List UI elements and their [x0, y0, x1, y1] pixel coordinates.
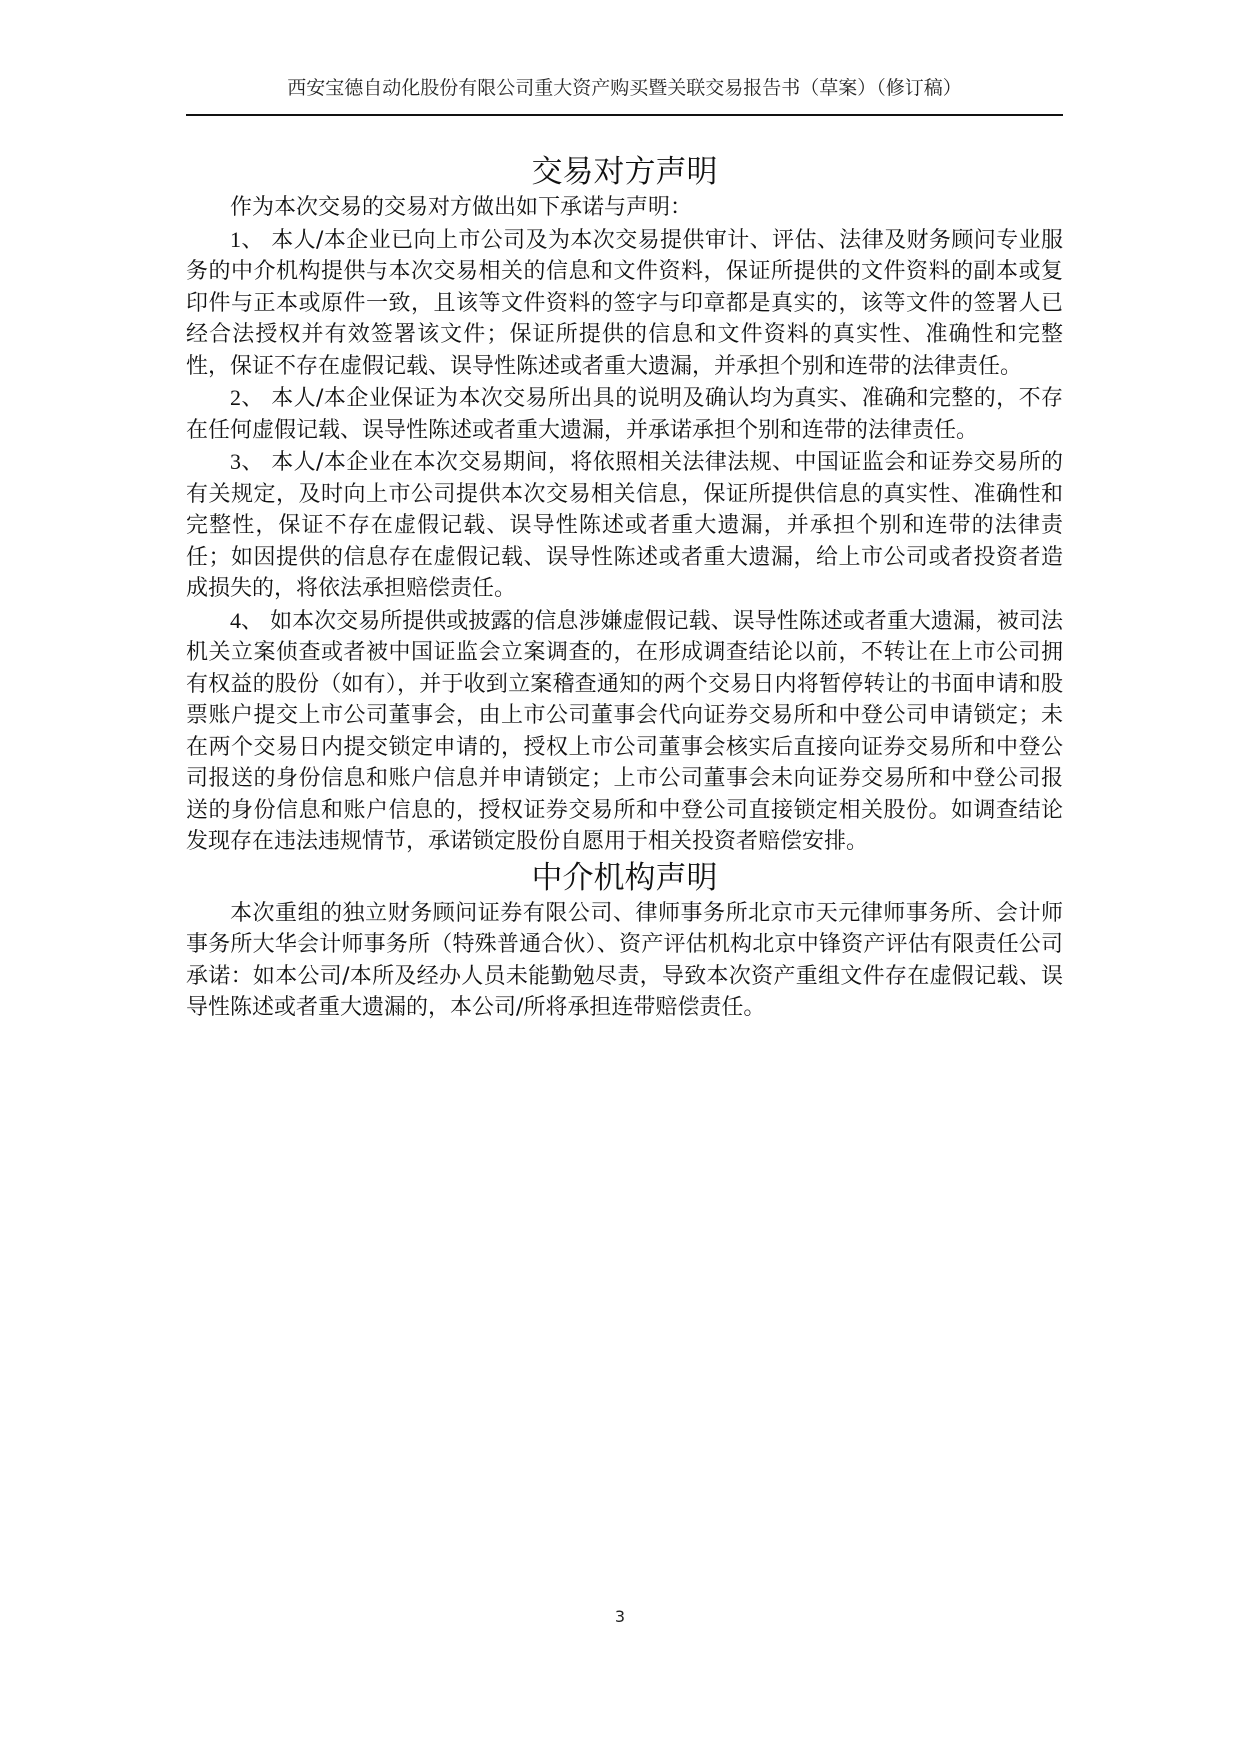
document-header-title: 西安宝德自动化股份有限公司重大资产购买暨关联交易报告书（草案）（修订稿）: [287, 77, 962, 99]
page-number: 3: [614, 1607, 626, 1626]
commitment-item-3: [186, 446, 1063, 605]
section-title-counterparty-declaration: 交易对方声明: [531, 154, 718, 190]
commitment-item-2: [186, 382, 1063, 446]
commitment-text-3: 本人/本企业在本次交易期间，将依照相关法律法规、中国证监会和证券交易所的有关规定，及时向上市公司提供本次交易相关信息，保证所提供信息的真实性、准确性和完整性，保证不存在虚假记载、误导性陈述或者重大遗漏，并承担个别和连带的法律责任；如因提供的信息存在虚假记载、误导性陈述或者重大遗漏，给上市公司或者投资者造成损失的，将依法承担赔偿责任。: [186, 450, 1063, 601]
commitment-item-1: [186, 224, 1063, 383]
intermediary-declaration-paragraph: 本次重组的独立财务顾问证券有限公司、律师事务所北京市天元律师事务所、会计师事务所大华会计师事务所（特殊普通合伙）、资产评估机构北京中锋资产评估有限责任公司承诺：如本公司/本所及经办人员未能勤勉尽责，导致本次资产重组文件存在虚假记载、误导性陈述或者重大遗漏的，本公司/所将承担连带赔偿责任。: [186, 900, 1063, 1020]
commitment-item-4: [186, 605, 1063, 858]
header-divider: [186, 114, 1063, 116]
commitment-number-1: 1、: [230, 226, 264, 252]
section-title-intermediary-declaration: 中介机构声明: [531, 859, 718, 896]
commitment-text-2: 本人/本企业保证为本次交易所出具的说明及确认均为真实、准确和完整的，不存在任何虚假记载、误导性陈述或者重大遗漏，并承诺承担个别和连带的法律责任。: [186, 386, 1063, 443]
commitment-number-3: 3、: [230, 449, 264, 474]
commitment-number-4: 4、: [230, 607, 264, 633]
document-body: [186, 152, 1063, 1024]
commitment-number-2: 2、: [230, 385, 264, 410]
commitment-text-4: 如本次交易所提供或披露的信息涉嫌虚假记载、误导性陈述或者重大遗漏，被司法机关立案侦查或者被中国证监会立案调查的，在形成调查结论以前，不转让在上市公司拥有权益的股份（如有），并于收到立案稽查通知的两个交易日内将暂停转让的书面申请和股票账户提交上市公司董事会，由上市公司董事会代向证券交易所和中登公司申请锁定；未在两个交易日内提交锁定申请的，授权上市公司董事会核实后直接向证券交易所和中登公司报送的身份信息和账户信息并申请锁定；上市公司董事会未向证券交易所和中登公司报送的身份信息和账户信息的，授权证券交易所和中登公司直接锁定相关股份。如调查结论发现存在违法违规情节，承诺锁定股份自愿用于相关投资者赔偿安排。: [186, 608, 1063, 854]
commitment-text-1: 本人/本企业已向上市公司及为本次交易提供审计、评估、法律及财务顾问专业服务的中介机构提供与本次交易相关的信息和文件资料，保证所提供的文件资料的副本或复印件与正本或原件一致，且该等文件资料的签字与印章都是真实的，该等文件的签署人已经合法授权并有效签署该文件；保证所提供的信息和文件资料的真实性、准确性和完整性，保证不存在虚假记载、误导性陈述或者重大遗漏，并承担个别和连带的法律责任。: [186, 227, 1063, 379]
counterparty-intro-paragraph: 作为本次交易的交易对方做出如下承诺与声明：: [230, 195, 693, 220]
